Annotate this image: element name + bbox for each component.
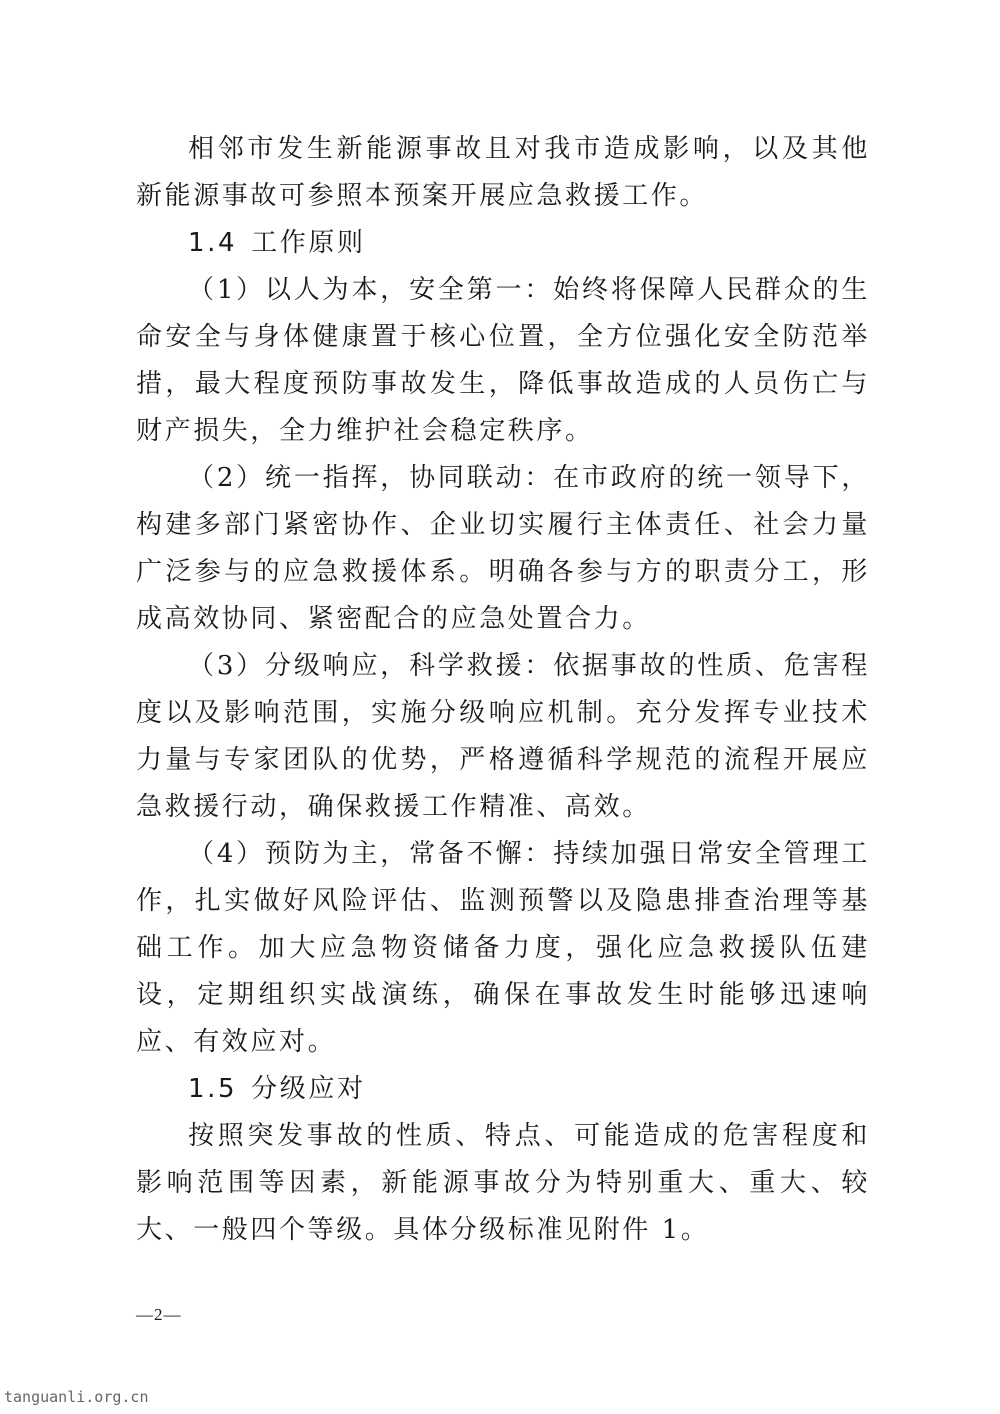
heading-grading xyxy=(136,1066,870,1113)
heading-text: 工作原则 xyxy=(251,228,366,258)
heading-text: 分级应对 xyxy=(251,1074,366,1104)
paragraph-principle-1: （1）以人为本，安全第一：始终将保障人民群众的生命安全与身体健康置于核心位置，全方位强化安全防范举措，最大程度预防事故发生，降低事故造成的人员伤亡与财产损失，全力维护社会稳定秩序。 xyxy=(136,275,870,446)
watermark-text: tanguanli.org.cn xyxy=(4,1388,149,1406)
document-body xyxy=(136,126,870,1254)
paragraph-principle-2: （2）统一指挥，协同联动：在市政府的统一领导下，构建多部门紧密协作、企业切实履行主体责任、社会力量广泛参与的应急救援体系。明确各参与方的职责分工，形成高效协同、紧密配合的应急处置合力。 xyxy=(136,463,870,634)
page-number: —2— xyxy=(136,1305,182,1324)
heading-number: 1.4 xyxy=(188,228,238,258)
paragraph-scope: 相邻市发生新能源事故且对我市造成影响，以及其他新能源事故可参照本预案开展应急救援工作。 xyxy=(136,134,870,211)
heading-number: 1.5 xyxy=(188,1074,238,1104)
paragraph-principle-4: （4）预防为主，常备不懈：持续加强日常安全管理工作，扎实做好风险评估、监测预警以及隐患排查治理等基础工作。加大应急物资储备力度，强化应急救援队伍建设，定期组织实战演练，确保在事故发生时能够迅速响应、有效应对。 xyxy=(136,839,870,1057)
paragraph-grading: 按照突发事故的性质、特点、可能造成的危害程度和影响范围等因素，新能源事故分为特别重大、重大、较大、一般四个等级。具体分级标准见附件 1。 xyxy=(136,1121,870,1245)
heading-work-principles xyxy=(136,220,870,267)
paragraph-principle-3: （3）分级响应，科学救援：依据事故的性质、危害程度以及影响范围，实施分级响应机制。充分发挥专业技术力量与专家团队的优势，严格遵循科学规范的流程开展应急救援行动，确保救援工作精准、高效。 xyxy=(136,651,870,822)
